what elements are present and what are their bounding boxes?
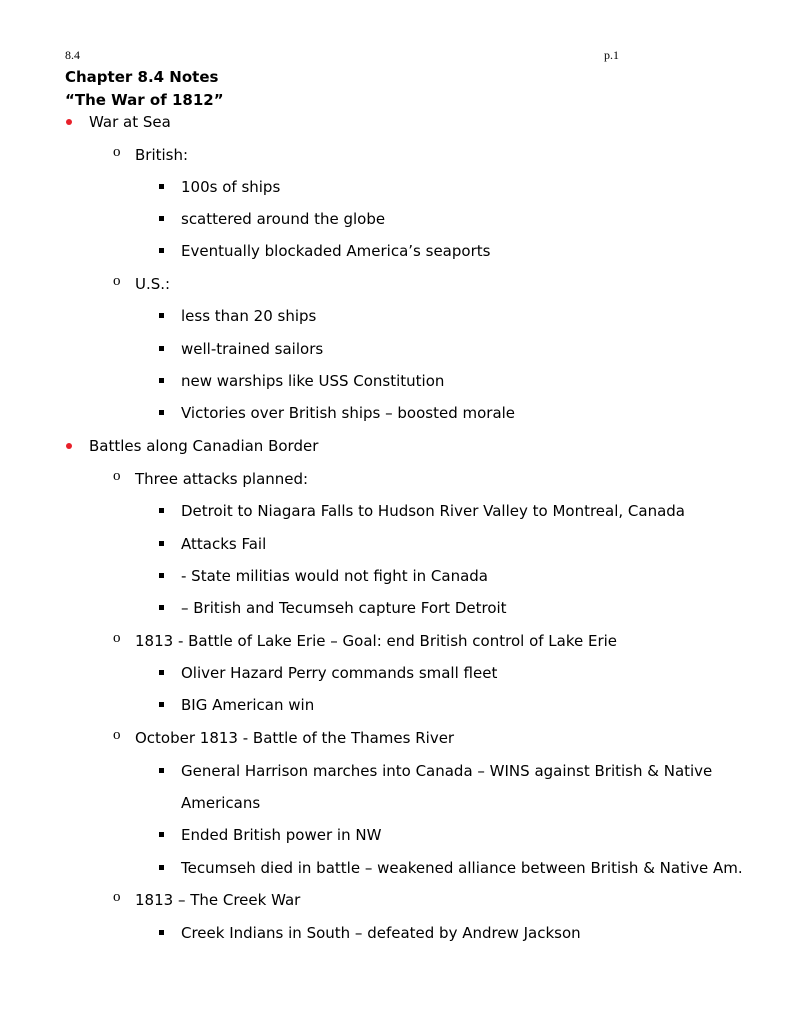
square-bullet-icon: [159, 930, 164, 935]
square-bullet-icon: [159, 313, 164, 318]
square-bullet-icon: [159, 216, 164, 221]
outline-item-text: Americans: [181, 794, 261, 812]
outline-item-text: Eventually blockaded America’s seaports: [181, 242, 491, 260]
red-bullet-icon: [66, 119, 72, 125]
square-bullet-icon: [159, 378, 164, 383]
outline-item-text: Creek Indians in South – defeated by Andrew Jackson: [181, 924, 581, 942]
outline-item-text: Tecumseh died in battle – weakened alliance between British & Native Am.: [181, 859, 743, 877]
outline-item-text: new warships like USS Constitution: [181, 372, 445, 390]
circle-bullet-icon: o: [113, 468, 121, 484]
outline-item-text: October 1813 - Battle of the Thames River: [135, 729, 455, 747]
outline-item-text: U.S.:: [135, 275, 171, 293]
circle-bullet-icon: o: [113, 273, 121, 289]
header-section-number: 8.4: [65, 48, 80, 62]
outline-item-text: Attacks Fail: [181, 535, 267, 553]
outline-item-text: 1813 – The Creek War: [135, 891, 301, 909]
outline-item-text: Victories over British ships – boosted morale: [181, 404, 516, 422]
outline-item-text: Battles along Canadian Border: [89, 437, 319, 455]
square-bullet-icon: [159, 346, 164, 351]
square-bullet-icon: [159, 410, 164, 415]
circle-bullet-icon: o: [113, 144, 121, 160]
outline-item-text: General Harrison marches into Canada – WINS against British & Native: [181, 762, 713, 780]
square-bullet-icon: [159, 573, 164, 578]
outline-item-text: well-trained sailors: [181, 340, 324, 358]
circle-bullet-icon: o: [113, 630, 121, 646]
outline-item-text: Detroit to Niagara Falls to Hudson River Valley to Montreal, Canada: [181, 502, 686, 520]
outline-item-text: British:: [135, 146, 189, 164]
outline-item-text: – British and Tecumseh capture Fort Detroit: [181, 599, 507, 617]
outline-item-text: BIG American win: [181, 696, 315, 714]
page-subtitle: “The War of 1812”: [65, 91, 224, 109]
square-bullet-icon: [159, 865, 164, 870]
square-bullet-icon: [159, 541, 164, 546]
square-bullet-icon: [159, 702, 164, 707]
circle-bullet-icon: o: [113, 727, 121, 743]
page-title: Chapter 8.4 Notes: [65, 68, 219, 86]
square-bullet-icon: [159, 184, 164, 189]
outline-item-text: scattered around the globe: [181, 210, 386, 228]
square-bullet-icon: [159, 832, 164, 837]
outline-item-text: Three attacks planned:: [135, 470, 309, 488]
outline-item-text: Oliver Hazard Perry commands small fleet: [181, 664, 498, 682]
outline-item-text: - State militias would not fight in Canada: [181, 567, 488, 585]
outline-item-text: 100s of ships: [181, 178, 281, 196]
outline-item-text: 1813 - Battle of Lake Erie – Goal: end British control of Lake Erie: [135, 632, 618, 650]
square-bullet-icon: [159, 508, 164, 513]
outline-item-text: Ended British power in NW: [181, 826, 382, 844]
square-bullet-icon: [159, 248, 164, 253]
square-bullet-icon: [159, 768, 164, 773]
circle-bullet-icon: o: [113, 889, 121, 905]
header-page-number: p.1: [604, 48, 619, 62]
square-bullet-icon: [159, 605, 164, 610]
outline-item-text: War at Sea: [89, 113, 171, 131]
red-bullet-icon: [66, 443, 72, 449]
outline-item-text: less than 20 ships: [181, 307, 317, 325]
square-bullet-icon: [159, 670, 164, 675]
